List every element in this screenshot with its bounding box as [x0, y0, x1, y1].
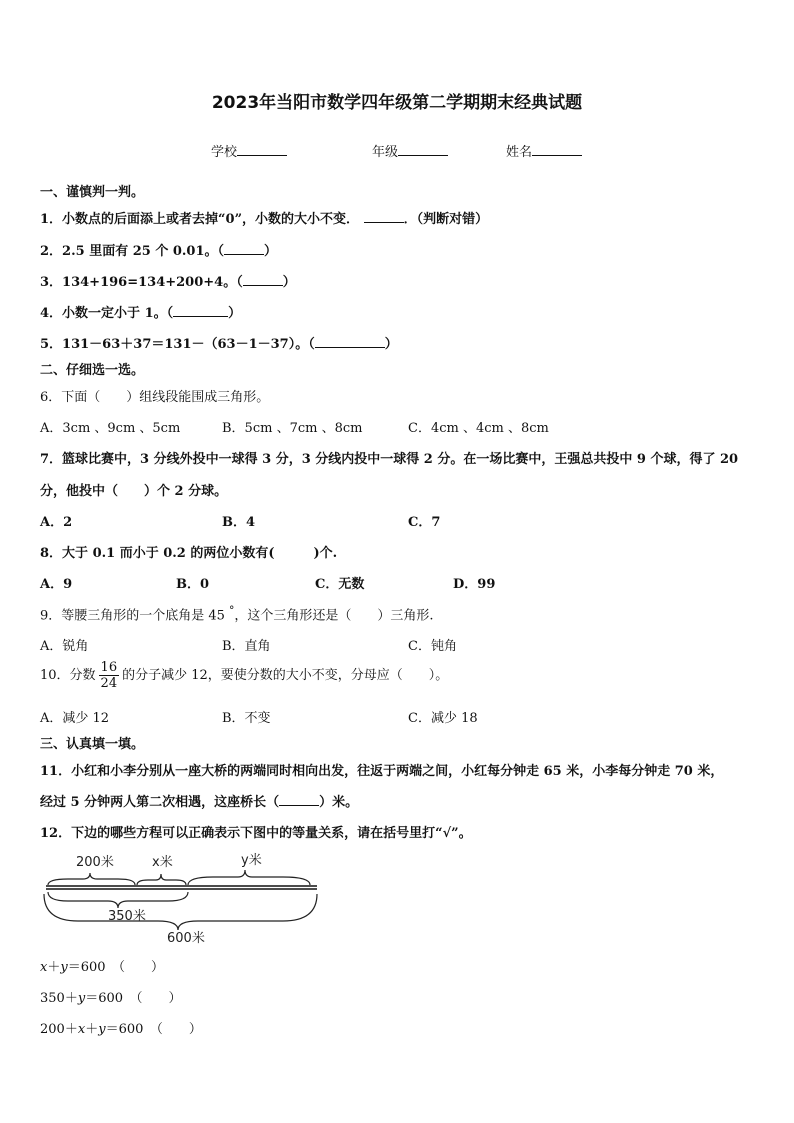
question-7-line2: 分，他投中（ ）个 2 分球。: [40, 484, 228, 499]
label-200: 200米: [76, 855, 114, 870]
equation-1[interactable]: [40, 956, 164, 975]
q7-option-c[interactable]: C．7: [408, 515, 441, 530]
eq1-rest: ＝600 （ ）: [67, 960, 165, 975]
q2-answer-blank[interactable]: [224, 243, 264, 255]
eq2-number: 350: [40, 991, 65, 1006]
q5-tail: ）: [384, 337, 398, 352]
q6-option-c[interactable]: C．4cm 、4cm 、8cm: [408, 421, 549, 436]
question-10: [40, 660, 448, 691]
school-label: 学校: [211, 145, 238, 160]
question-8: 8．大于 0.1 而小于 0.2 的两位小数有( )个.: [40, 546, 338, 561]
name-label: 姓名: [506, 145, 533, 160]
brace-y: [188, 870, 310, 885]
equation-2[interactable]: [40, 987, 182, 1006]
page-title: 2023年当阳市数学四年级第二学期期末经典试题: [211, 93, 583, 113]
q2-text: 2．2.5 里面有 25 个 0.01。（: [40, 244, 225, 259]
school-blank[interactable]: [237, 143, 287, 156]
question-7-line1: 7．篮球比赛中，3 分线外投中一球得 3 分，3 分线内投中一球得 2 分。在一场比赛中，王强总共投中 9 个球，得了 20: [40, 452, 739, 467]
name-field: [506, 141, 582, 160]
q11-tail: ）米。: [319, 795, 359, 810]
name-blank[interactable]: [532, 143, 582, 156]
q9-option-b[interactable]: B．直角: [222, 639, 271, 654]
school-field: [211, 141, 287, 160]
q8-option-c[interactable]: C．无数: [315, 577, 365, 592]
question-2: [40, 240, 277, 259]
q9-option-c[interactable]: C．钝角: [408, 639, 457, 654]
q4-text: 4．小数一定小于 1。（: [40, 306, 174, 321]
grade-blank[interactable]: [398, 143, 448, 156]
q3-answer-blank[interactable]: [243, 274, 283, 286]
question-3: [40, 271, 296, 290]
q11-answer-blank[interactable]: [279, 794, 319, 806]
fraction-denominator: 24: [100, 676, 118, 691]
q10-option-c[interactable]: C．减少 18: [408, 711, 478, 726]
q7-option-a[interactable]: A．2: [40, 515, 73, 530]
degree-sign: °: [228, 604, 235, 617]
fraction-numerator: 16: [100, 660, 118, 675]
eq1-var-x: x: [40, 960, 48, 975]
section2-heading: 二、仔细选一选。: [40, 363, 145, 378]
eq3-var-y: y: [98, 1022, 106, 1037]
question-9: [40, 604, 434, 623]
bottom-braces: [44, 892, 317, 930]
grade-field: [372, 141, 448, 160]
q1-tail: ．（判断对错）: [403, 212, 489, 227]
q5-answer-blank[interactable]: [315, 336, 385, 348]
q9-text-1: 9．等腰三角形的一个底角是 45: [40, 608, 225, 624]
eq3-var-x: x: [77, 1022, 86, 1037]
eq2-rest: ＝600 （ ）: [85, 991, 182, 1006]
q6-option-b[interactable]: B．5cm 、7cm 、8cm: [222, 421, 363, 436]
eq3-number: 200: [40, 1022, 65, 1037]
q2-tail: ）: [264, 244, 278, 259]
equation-3[interactable]: [40, 1018, 202, 1037]
segment-diagram: [38, 846, 323, 946]
grade-label: 年级: [372, 145, 399, 160]
eq1-plus: ＋: [47, 960, 61, 975]
q1-answer-blank[interactable]: [364, 211, 404, 223]
q9-text-2: ，这个三角形还是（ ）三角形.: [234, 608, 434, 624]
brace-x: [137, 874, 186, 885]
q10-pre: 10．分数: [40, 668, 96, 683]
question-4: [40, 302, 241, 321]
q11-text: 经过 5 分钟两人第二次相遇，这座桥长（: [40, 795, 280, 810]
question-12: 12．下边的哪些方程可以正确表示下图中的等量关系，请在括号里打“√”。: [40, 826, 472, 841]
brace-350: [48, 892, 188, 908]
top-braces: [48, 870, 310, 885]
q10-option-b[interactable]: B．不变: [222, 711, 271, 726]
question-6: 6．下面（ ）组线段能围成三角形。: [40, 390, 270, 405]
label-600: 600米: [167, 931, 205, 946]
eq2-plus: ＋: [64, 991, 78, 1006]
q8-option-d[interactable]: D．99: [453, 577, 496, 592]
q8-option-b[interactable]: B．0: [176, 577, 210, 592]
q7-option-b[interactable]: B．4: [222, 515, 256, 530]
q9-option-a[interactable]: A．锐角: [40, 639, 89, 654]
q10-option-a[interactable]: A．减少 12: [40, 711, 110, 726]
q3-tail: ）: [282, 275, 296, 290]
label-x: x米: [152, 855, 173, 870]
eq2-var-y: y: [77, 991, 86, 1006]
section3-heading: 三、认真填一填。: [40, 737, 145, 752]
q1-text: 1．小数点的后面添上或者去掉“0”，小数的大小不变．: [40, 212, 360, 227]
q6-option-a[interactable]: A．3cm 、9cm 、5cm: [40, 421, 181, 436]
q3-text: 3．134+196=134+200+4。（: [40, 275, 243, 290]
brace-200: [48, 873, 135, 885]
question-5: [40, 333, 398, 352]
eq1-var-y: y: [60, 960, 68, 975]
question-11-line2: [40, 791, 358, 810]
question-11-line1: 11．小红和小李分别从一座大桥的两端同时相向出发，往返于两端之间，小红每分钟走 65 米，小李每分钟走 70 米，: [40, 764, 724, 779]
eq3-rest: ＝600 （ ）: [105, 1022, 202, 1037]
eq3-plus-1: ＋: [64, 1022, 78, 1037]
q4-tail: ）: [228, 306, 242, 321]
q10-post: 的分子减少 12，要使分数的大小不变，分母应（ ）。: [122, 668, 449, 683]
q8-option-a[interactable]: A．9: [40, 577, 73, 592]
label-y: y米: [241, 853, 262, 868]
section1-heading: 一、谨慎判一判。: [40, 185, 145, 200]
eq3-plus-2: ＋: [85, 1022, 99, 1037]
question-1: [40, 208, 488, 227]
q5-text: 5．131－63＋37＝131－（63－1－37）。（: [40, 337, 315, 352]
label-350: 350米: [108, 909, 146, 924]
fraction-16-24: [99, 660, 120, 691]
q4-answer-blank[interactable]: [173, 305, 228, 317]
